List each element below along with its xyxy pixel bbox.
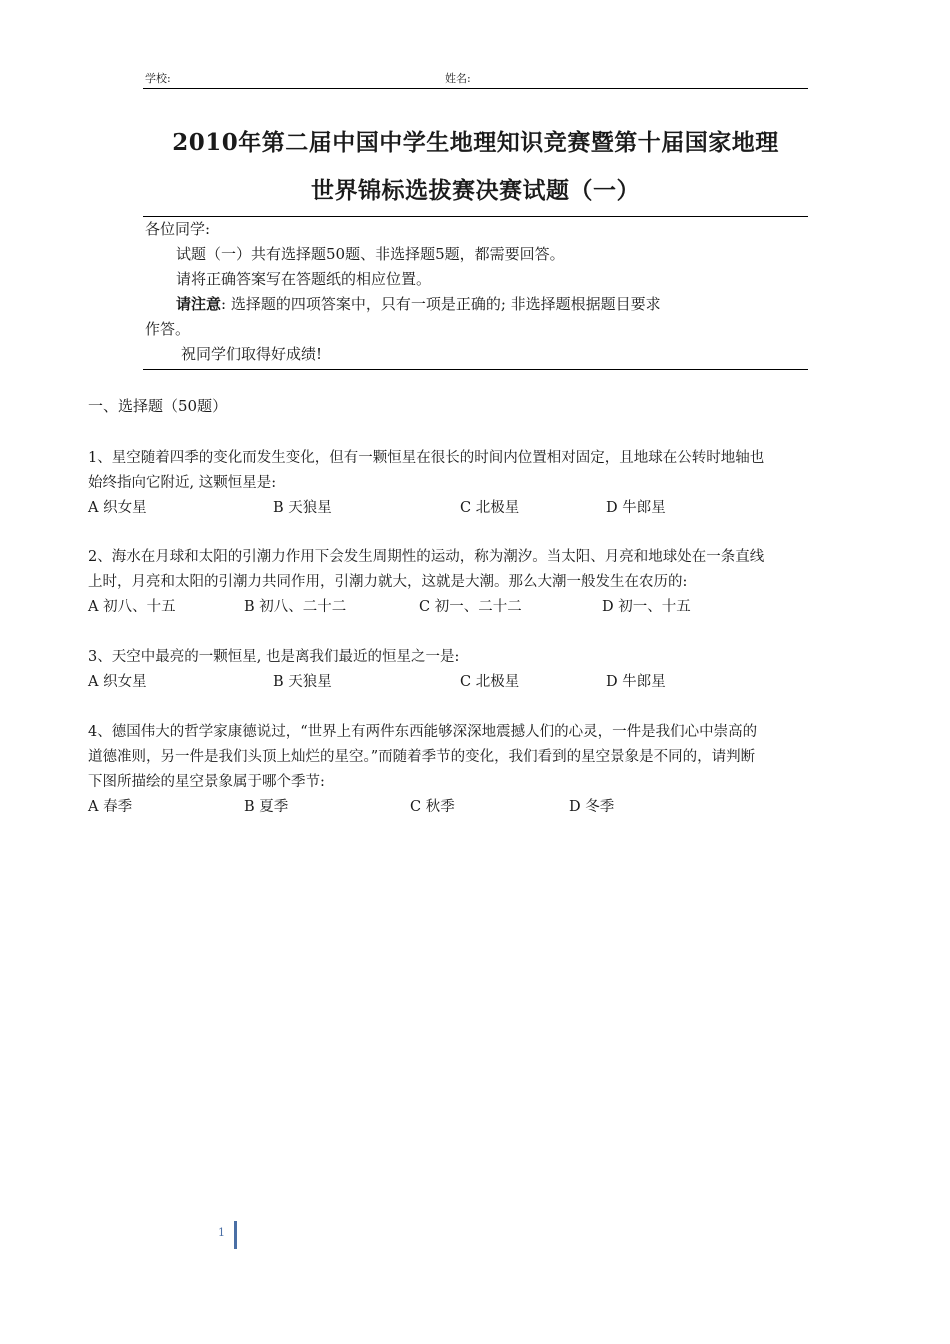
option-c[interactable]: C 初一、二十二 bbox=[419, 599, 522, 615]
instructions-greeting: 各位同学: bbox=[145, 220, 211, 238]
instructions-line-2: 请将正确答案写在答题纸的相应位置。 bbox=[176, 270, 432, 288]
section-title: 一、选择题（50题） bbox=[88, 397, 228, 415]
option-d[interactable]: D 牛郎星 bbox=[606, 674, 666, 690]
page-number-bar bbox=[234, 1221, 237, 1249]
question-text-line: 3、天空中最亮的一颗恒星, 也是离我们最近的恒星之一是: bbox=[88, 649, 460, 665]
page-title-line1: 2010年第二届中国中学生地理知识竞赛暨第十届国家地理 bbox=[172, 129, 779, 156]
option-b[interactable]: B 初八、二十二 bbox=[244, 599, 347, 615]
question-text-line: 道德准则，另一件是我们头顶上灿烂的星空。”而随着季节的变化，我们看到的星空景象是不同的，请判断 bbox=[88, 749, 756, 765]
question-4 bbox=[88, 720, 868, 820]
instructions-line-3 bbox=[143, 292, 808, 317]
option-d[interactable]: D 初一、十五 bbox=[602, 599, 691, 615]
answer-options bbox=[88, 670, 868, 695]
question-text-line: 下图所描绘的星空景象属于哪个季节: bbox=[88, 774, 325, 790]
option-c[interactable]: C 北极星 bbox=[460, 500, 520, 516]
option-b[interactable]: B 天狼星 bbox=[273, 674, 332, 690]
option-d[interactable]: D 牛郎星 bbox=[606, 500, 666, 516]
option-c[interactable]: C 秋季 bbox=[410, 799, 455, 815]
instructions-line-3-cont: 作答。 bbox=[145, 320, 191, 338]
question-text-line: 1、星空随着四季的变化而发生变化，但有一颗恒星在很长的时间内位置相对固定，且地球在公转时地轴也 bbox=[88, 450, 765, 466]
question-1 bbox=[88, 446, 868, 521]
name-label: 姓名: bbox=[445, 72, 471, 85]
option-b[interactable]: B 夏季 bbox=[244, 799, 289, 815]
page-title-line2: 世界锦标选拔赛决赛试题（一） bbox=[311, 177, 640, 204]
answer-options bbox=[88, 595, 868, 620]
attention-label: 请注意 bbox=[176, 295, 222, 313]
instructions-box bbox=[143, 216, 808, 370]
option-a[interactable]: A 织女星 bbox=[88, 500, 147, 516]
page-number: 1 bbox=[218, 1226, 225, 1239]
answer-options bbox=[88, 496, 868, 521]
option-a[interactable]: A 春季 bbox=[88, 799, 133, 815]
option-a[interactable]: A 织女星 bbox=[88, 674, 147, 690]
option-c[interactable]: C 北极星 bbox=[460, 674, 520, 690]
answer-options bbox=[88, 795, 868, 820]
option-a[interactable]: A 初八、十五 bbox=[88, 599, 176, 615]
question-text-line: 上时，月亮和太阳的引潮力共同作用，引潮力就大，这就是大潮。那么大潮一般发生在农历的: bbox=[88, 574, 688, 590]
instructions-line-3-text: : 选择题的四项答案中，只有一项是正确的; 非选择题根据题目要求 bbox=[221, 295, 661, 313]
question-text-line: 2、海水在月球和太阳的引潮力作用下会发生周期性的运动，称为潮汐。当太阳、月亮和地球处在一条直线 bbox=[88, 549, 765, 565]
instructions-line-1: 试题（一）共有选择题50题、非选择题5题，都需要回答。 bbox=[176, 245, 565, 263]
question-text-line: 始终指向它附近, 这颗恒星是: bbox=[88, 475, 277, 491]
instructions-line-4: 祝同学们取得好成绩! bbox=[181, 345, 323, 363]
question-2 bbox=[88, 545, 868, 620]
question-3 bbox=[88, 645, 868, 695]
option-d[interactable]: D 冬季 bbox=[569, 799, 615, 815]
school-label: 学校: bbox=[145, 72, 171, 85]
page-header bbox=[143, 70, 808, 89]
question-text-line: 4、德国伟大的哲学家康德说过，“世界上有两件东西能够深深地震撼人们的心灵，一件是我们心中崇高的 bbox=[88, 724, 758, 740]
option-b[interactable]: B 天狼星 bbox=[273, 500, 332, 516]
